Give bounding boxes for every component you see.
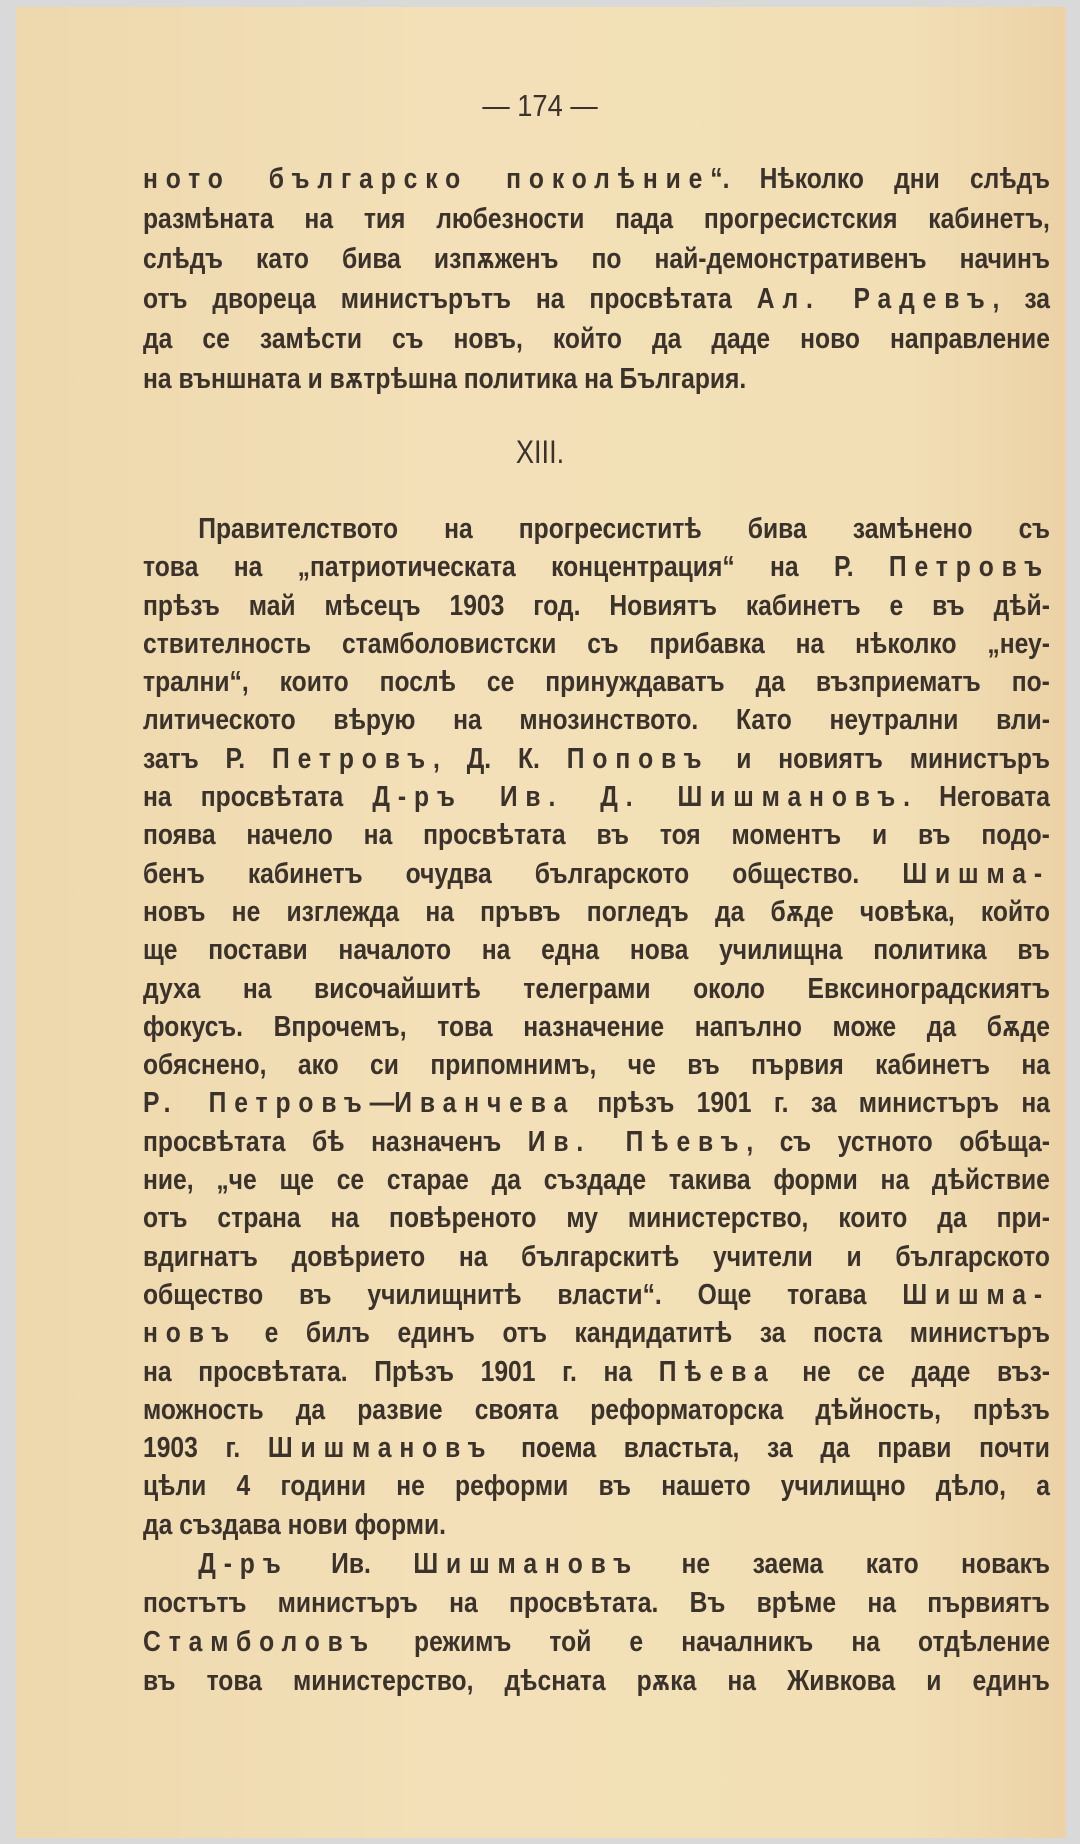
word: който: [980, 895, 1050, 928]
page-number: — 174 —: [482, 88, 598, 123]
word: министерство,: [292, 1665, 474, 1697]
word: нови: [287, 1508, 355, 1541]
text-line: [143, 931, 1050, 969]
text-line: [143, 740, 1050, 778]
word: литическото: [143, 704, 296, 737]
word: вли-: [996, 704, 1050, 737]
word: не: [396, 1470, 425, 1503]
word: въ: [596, 819, 629, 852]
text-line: [143, 1545, 1050, 1584]
text-line: [143, 587, 1050, 625]
text-line: [143, 1238, 1050, 1276]
text-segment: е билъ единъ отъ кандидатитѣ за поста министъръ: [237, 1317, 1050, 1350]
word: фокусъ.: [143, 1010, 243, 1043]
spaced-name: Р. Петровъ: [143, 1087, 370, 1120]
word: пръвъ: [480, 895, 561, 928]
word: политика: [463, 363, 585, 395]
spaced-name: Ал. Радевъ: [756, 283, 993, 315]
word: изпѫженъ: [433, 243, 559, 275]
word: направление: [890, 323, 1050, 355]
word: погледъ: [586, 895, 689, 928]
word: тия: [363, 203, 406, 235]
text-segment: на просвѣтата: [143, 781, 373, 814]
word: ако: [297, 1049, 339, 1082]
text-segment: —: [369, 1087, 395, 1120]
word: на: [444, 513, 473, 545]
word: на: [453, 704, 482, 737]
word: страна: [217, 1202, 301, 1235]
word: по: [591, 243, 622, 275]
word: това: [437, 1010, 493, 1043]
text-line: [143, 279, 1050, 319]
word: даде: [711, 323, 771, 355]
word: не: [231, 895, 261, 928]
paragraph-1: [143, 159, 1050, 399]
word: обяснено,: [143, 1049, 267, 1082]
spaced-name: Шишма-: [902, 857, 1050, 890]
word: начинъ: [959, 243, 1050, 275]
word: е: [889, 589, 904, 622]
word: съ: [392, 323, 424, 355]
paragraph-2: [143, 510, 1050, 1544]
word: дѣйность,: [815, 1393, 941, 1426]
text-segment: Ив.: [288, 1548, 414, 1580]
word: първиятъ: [927, 1587, 1050, 1619]
word: неутрални: [829, 704, 959, 737]
text-line: [143, 510, 1050, 548]
word: нѣколко: [855, 627, 957, 660]
word: старае: [386, 1164, 469, 1197]
spaced-name: ното българско поколѣние: [143, 163, 711, 195]
text-segment: и новиятъ министъръ: [709, 742, 1050, 775]
word: форми: [773, 1164, 858, 1197]
word: напълно: [694, 1010, 802, 1043]
word: да: [143, 1508, 180, 1541]
word: на: [727, 1665, 756, 1697]
word: министъръ: [277, 1587, 418, 1619]
text-line: [143, 816, 1050, 854]
word: „че: [216, 1164, 257, 1197]
word: въ: [917, 819, 951, 852]
word: българскитѣ: [521, 1240, 680, 1273]
word: просвѣтата.: [509, 1587, 659, 1619]
text-segment: , съ устното обѣща-: [746, 1125, 1050, 1158]
section-heading: XIII.: [515, 434, 565, 470]
word: и: [846, 1240, 862, 1273]
word: първия: [751, 1049, 844, 1082]
text-line: [143, 970, 1050, 1008]
word: и: [307, 363, 330, 395]
text-segment: не се даде въз-: [775, 1355, 1050, 1388]
spaced-name: Шишма-: [902, 1278, 1050, 1311]
text-line: [143, 1276, 1050, 1314]
text-line: [143, 893, 1050, 931]
word: възприематъ: [815, 666, 981, 699]
word: моментъ: [731, 819, 842, 852]
word: дѣло,: [935, 1470, 1006, 1503]
spaced-name: Иванчева: [394, 1087, 576, 1120]
text-segment: поема властьта, за да прави почти: [493, 1432, 1050, 1465]
word: кабинетъ: [745, 589, 861, 622]
word: прѣзъ: [973, 1393, 1050, 1426]
word: на: [880, 1164, 910, 1197]
text-segment: 1903 г.: [143, 1432, 268, 1465]
text-line: [143, 1008, 1050, 1046]
word: че: [627, 1049, 656, 1082]
word: България.: [619, 363, 747, 395]
spaced-name: новъ: [143, 1317, 238, 1350]
word: на: [304, 203, 334, 235]
word: на: [867, 1587, 896, 1619]
word: на: [330, 1202, 360, 1235]
word: замѣнено: [852, 513, 973, 545]
word: можность: [143, 1393, 264, 1426]
word: на: [363, 819, 393, 852]
word: въ: [687, 1049, 720, 1082]
word: отъ: [143, 1202, 188, 1235]
paragraph-3: [143, 1545, 1050, 1701]
word: височайшитѣ: [314, 972, 481, 1005]
word: по-: [1011, 666, 1050, 699]
word: назначение: [523, 1010, 665, 1043]
text-segment: на просвѣтата. Прѣзъ 1901 г. на: [143, 1355, 659, 1388]
word: послѣ: [379, 666, 456, 699]
word: се: [486, 666, 515, 699]
word: да: [714, 895, 745, 928]
spaced-name: Ив. Пѣевъ: [527, 1125, 747, 1158]
word: министерство,: [627, 1202, 809, 1235]
word: съ: [587, 627, 619, 660]
word: стамболовистски: [341, 627, 557, 660]
text-segment: отъ двореца министърътъ на просвѣтата: [143, 283, 757, 315]
word: своята: [474, 1393, 559, 1426]
word: изглежда: [286, 895, 400, 928]
word: като: [256, 243, 309, 275]
spaced-name: Петровъ: [888, 551, 1050, 584]
word: въ: [143, 1665, 176, 1697]
word: мнозинството.: [519, 704, 699, 737]
word: вдигнатъ: [143, 1240, 258, 1273]
word: просвѣтата: [423, 819, 566, 852]
word: пада: [615, 203, 674, 235]
text-line: [143, 1123, 1050, 1161]
word: такива: [668, 1164, 751, 1197]
word: на: [242, 972, 272, 1005]
word: една: [541, 934, 600, 967]
word: Евксиноградскиятъ: [807, 972, 1050, 1005]
text-line: [143, 239, 1050, 279]
text-line: [143, 359, 1050, 399]
word: около: [693, 972, 765, 1005]
text-segment: . Неговата: [903, 781, 1050, 814]
spaced-name: Пѣева: [658, 1355, 776, 1388]
word: въ: [598, 1470, 631, 1503]
word: тоя: [659, 819, 701, 852]
text-segment: “. Нѣколко дни слѣдъ: [710, 163, 1050, 195]
word: бѫде: [770, 895, 834, 928]
word: „неу-: [987, 627, 1050, 660]
word: българското: [895, 1240, 1050, 1273]
text-line: [143, 1314, 1050, 1352]
word: най-демонстративенъ: [654, 243, 927, 275]
word: дѣсната: [504, 1665, 606, 1697]
text-line: [143, 1391, 1050, 1429]
spaced-name: Шишмановъ: [267, 1432, 494, 1465]
word: прибавка: [649, 627, 765, 660]
word: начело: [246, 819, 333, 852]
text-line: [143, 1506, 1050, 1544]
word: въ: [1017, 934, 1050, 967]
word: ново: [800, 323, 860, 355]
word: Правителството: [198, 513, 399, 545]
word: на: [584, 363, 620, 395]
word: да: [937, 1202, 967, 1235]
word: нашето: [661, 1470, 751, 1503]
word: създава: [179, 1508, 288, 1541]
word: ще: [279, 1164, 314, 1197]
text-line: [143, 1623, 1050, 1662]
spaced-name: Стамболовъ: [143, 1626, 376, 1658]
text-line: [143, 625, 1050, 663]
word: духа: [143, 972, 201, 1005]
word: на: [425, 895, 454, 928]
spaced-name: Петровъ: [272, 742, 434, 775]
word: кабинетъ,: [928, 203, 1050, 235]
word: телеграми: [523, 972, 651, 1005]
text-segment: общество въ училищнитѣ власти“. Още тогава: [143, 1278, 903, 1311]
word: при-: [996, 1202, 1050, 1235]
word: трални“,: [143, 666, 249, 699]
word: развие: [357, 1393, 443, 1426]
word: съ: [1018, 513, 1050, 545]
word: врѣме: [756, 1587, 837, 1619]
text-segment: , Д. К.: [433, 742, 567, 775]
word: на: [481, 934, 511, 967]
word: да: [926, 1010, 957, 1043]
text-line: [143, 1584, 1050, 1623]
text-line: [143, 199, 1050, 239]
word: си: [370, 1049, 399, 1082]
text-line: [143, 1046, 1050, 1084]
word: създаде: [543, 1164, 647, 1197]
word: припомнимъ,: [430, 1049, 597, 1082]
word: прогресиститѣ: [518, 513, 702, 545]
word: форми.: [354, 1508, 446, 1541]
word: замѣсти: [259, 323, 363, 355]
word: дѣйствие: [931, 1164, 1050, 1197]
word: да: [295, 1393, 326, 1426]
spaced-name: Д-ръ Ив. Д. Шишмановъ: [372, 781, 904, 814]
text-line: [143, 701, 1050, 739]
spaced-name: Д-ръ: [198, 1548, 289, 1580]
text-line: [143, 159, 1050, 199]
text-line: [143, 663, 1050, 701]
text-line: [143, 548, 1050, 586]
word: постътъ: [143, 1587, 247, 1619]
word: човѣка,: [859, 895, 955, 928]
word: а: [1036, 1470, 1050, 1503]
word: учители: [713, 1240, 813, 1273]
word: на: [1021, 1049, 1050, 1082]
word: Новиятъ: [609, 589, 717, 622]
word: ние,: [143, 1164, 194, 1197]
word: прогресистския: [703, 203, 898, 235]
word: новъ,: [453, 323, 523, 355]
word: бива: [341, 243, 401, 275]
word: училищно: [780, 1470, 906, 1503]
word: единъ: [972, 1665, 1050, 1697]
word: повѣреното: [389, 1202, 537, 1235]
word: въ: [932, 589, 965, 622]
word: да: [651, 323, 682, 355]
word: му: [566, 1202, 598, 1235]
word: на: [143, 363, 179, 395]
text-segment: режимъ той е началникъ на отдѣление: [375, 1626, 1050, 1658]
word: години: [280, 1470, 366, 1503]
word: да: [143, 323, 173, 355]
word: Въ: [689, 1587, 726, 1619]
text-line: [143, 778, 1050, 816]
text-line: [143, 1429, 1050, 1467]
word: нова: [629, 934, 689, 967]
word: ствителность: [143, 627, 312, 660]
word: мѣсецъ: [324, 589, 421, 622]
word: да: [755, 666, 785, 699]
word: довѣрието: [291, 1240, 426, 1273]
word: бѫде: [986, 1010, 1050, 1043]
word: 4: [236, 1470, 251, 1503]
word: ще: [143, 934, 178, 967]
word: училищна: [719, 934, 843, 967]
text-line: [143, 319, 1050, 359]
text-segment: просвѣтата бѣ назначенъ: [143, 1125, 528, 1158]
text-segment: това на „патриотическата концентрация“ на Р.: [143, 551, 889, 584]
word: новъ: [143, 895, 206, 928]
word: бива: [747, 513, 807, 545]
word: може: [832, 1010, 897, 1043]
word: и: [926, 1665, 942, 1697]
word: вѣрую: [333, 704, 416, 737]
word: кабинетъ: [875, 1049, 990, 1082]
word: принуждаватъ: [545, 666, 725, 699]
word: началото: [338, 934, 452, 967]
word: Живкова: [787, 1665, 896, 1697]
word: подо-: [981, 819, 1050, 852]
text-line: [143, 855, 1050, 893]
word: това: [206, 1665, 262, 1697]
word: Като: [735, 704, 792, 737]
word: се: [336, 1164, 365, 1197]
word: постави: [208, 934, 308, 967]
word: прѣзъ: [143, 589, 220, 622]
text-segment: , за: [992, 283, 1050, 315]
text-segment: прѣзъ 1901 г. за министъръ на: [575, 1087, 1050, 1120]
word: който: [552, 323, 622, 355]
word: реформи: [455, 1470, 569, 1503]
word: май: [248, 589, 296, 622]
word: размѣната: [143, 203, 274, 235]
word: поява: [143, 819, 216, 852]
word: се: [202, 323, 230, 355]
word: които: [838, 1202, 908, 1235]
word: вѫтрѣшна: [329, 363, 464, 395]
word: слѣдъ: [143, 243, 223, 275]
spaced-name: Поповъ: [566, 742, 710, 775]
word: външната: [178, 363, 308, 395]
word: цѣли: [143, 1470, 207, 1503]
text-line: [143, 1199, 1050, 1237]
word: на: [458, 1240, 488, 1273]
word: любезности: [436, 203, 585, 235]
text-segment: не заема като новакъ: [638, 1548, 1050, 1580]
text-segment: затъ Р.: [143, 742, 273, 775]
text-line: [143, 1084, 1050, 1122]
word: дѣй-: [993, 589, 1050, 622]
text-line: [143, 1662, 1050, 1701]
word: реформаторска: [590, 1393, 784, 1426]
word: 1903: [449, 589, 505, 622]
word: Впрочемъ,: [273, 1010, 407, 1043]
word: политика: [873, 934, 987, 967]
word: на: [449, 1587, 478, 1619]
text-segment: бенъ кабинетъ очудва българското общество.: [143, 857, 903, 890]
word: които: [279, 666, 349, 699]
word: и: [871, 819, 888, 852]
text-line: [143, 1467, 1050, 1505]
spaced-name: Шишмановъ: [413, 1548, 639, 1580]
word: да: [491, 1164, 521, 1197]
word: на: [795, 627, 825, 660]
word: рѫка: [636, 1665, 697, 1697]
text-line: [143, 1353, 1050, 1391]
text-line: [143, 1161, 1050, 1199]
word: год.: [533, 589, 581, 622]
